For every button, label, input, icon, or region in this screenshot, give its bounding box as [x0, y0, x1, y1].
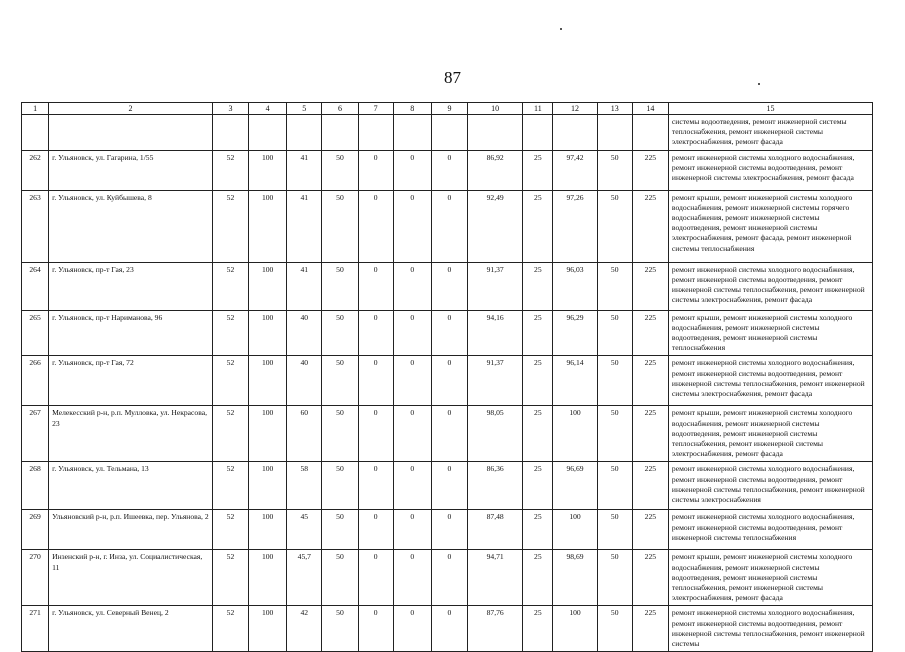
- value-cell-14: 225: [632, 550, 668, 606]
- value-cell-9: 0: [431, 550, 467, 606]
- value-cell-3: 52: [212, 550, 248, 606]
- column-header-14: 14: [632, 103, 668, 115]
- value-cell-14: 225: [632, 150, 668, 190]
- value-cell-7: 0: [358, 510, 393, 550]
- column-header-5: 5: [287, 103, 322, 115]
- value-cell-13: 50: [597, 150, 632, 190]
- value-cell-6: 50: [322, 510, 358, 550]
- value-cell-11: 25: [523, 356, 553, 406]
- value-cell-13: 50: [597, 190, 632, 262]
- column-header-9: 9: [431, 103, 467, 115]
- value-cell-5: 45,7: [287, 550, 322, 606]
- row-number-cell: 267: [22, 406, 49, 462]
- column-header-4: 4: [249, 103, 287, 115]
- value-cell-3: 52: [212, 356, 248, 406]
- table-row: [22, 310, 873, 356]
- column-header-2: 2: [49, 103, 213, 115]
- works-list-cell: ремонт инженерной системы холодного водоснабжения, ремонт инженерной системы водоотведения, ремонт инженерной системы теплоснабжения, ремонт инженерной системы электроснабжения, ремонт фасада: [668, 262, 872, 310]
- row-number-cell: 264: [22, 262, 49, 310]
- value-cell-10: 94,16: [468, 310, 523, 356]
- value-cell-14: 225: [632, 606, 668, 652]
- column-header-7: 7: [358, 103, 393, 115]
- value-cell-10: 86,36: [468, 462, 523, 510]
- value-cell-6: 50: [322, 150, 358, 190]
- value-cell-10: 92,49: [468, 190, 523, 262]
- continuation-row: [22, 115, 873, 151]
- address-cell: г. Ульяновск, ул. Северный Венец, 2: [49, 606, 213, 652]
- value-cell-8: 0: [393, 462, 431, 510]
- value-cell-8: 0: [393, 510, 431, 550]
- value-cell-4: 100: [249, 262, 287, 310]
- value-cell-11: 25: [523, 310, 553, 356]
- value-cell-13: 50: [597, 462, 632, 510]
- column-header-12: 12: [553, 103, 597, 115]
- address-cell: Мелекесский р-н, р.п. Мулловка, ул. Некрасова, 23: [49, 406, 213, 462]
- value-cell-5: 41: [287, 262, 322, 310]
- value-cell-4: 100: [249, 550, 287, 606]
- value-cell-6: 50: [322, 310, 358, 356]
- value-cell-11: 25: [523, 510, 553, 550]
- value-cell-12: 96,69: [553, 462, 597, 510]
- value-cell-6: 50: [322, 606, 358, 652]
- value-cell-9: 0: [431, 310, 467, 356]
- value-cell-7: 0: [358, 406, 393, 462]
- value-cell-4: 100: [249, 606, 287, 652]
- works-list-cell: ремонт инженерной системы холодного водоснабжения, ремонт инженерной системы водоотведения, ремонт инженерной системы теплоснабжения: [668, 510, 872, 550]
- value-cell-14: 225: [632, 406, 668, 462]
- value-cell-10: 87,76: [468, 606, 523, 652]
- value-cell-12: 96,03: [553, 262, 597, 310]
- column-number-header-row: [22, 103, 873, 115]
- value-cell-12: 100: [553, 406, 597, 462]
- value-cell-4: 100: [249, 190, 287, 262]
- capital-repair-table: [21, 102, 873, 652]
- value-cell-13: 50: [597, 310, 632, 356]
- address-cell: г. Ульяновск, пр-т Нариманова, 96: [49, 310, 213, 356]
- works-list-cell: ремонт инженерной системы холодного водоснабжения, ремонт инженерной системы водоотведения, ремонт инженерной системы теплоснабжения, ремонт инженерной системы электроснабжения: [668, 462, 872, 510]
- value-cell-3: 52: [212, 462, 248, 510]
- continuation-works-cell: системы водоотведения, ремонт инженерной системы теплоснабжения, ремонт инженерной системы электроснабжения, ремонт фасада: [668, 115, 872, 151]
- value-cell-13: 50: [597, 406, 632, 462]
- value-cell-12: 97,26: [553, 190, 597, 262]
- value-cell-7: 0: [358, 462, 393, 510]
- value-cell-10: 98,05: [468, 406, 523, 462]
- value-cell-11: 25: [523, 262, 553, 310]
- value-cell-13: 50: [597, 510, 632, 550]
- value-cell-6: 50: [322, 406, 358, 462]
- value-cell-7: 0: [358, 550, 393, 606]
- scan-speck: [560, 28, 562, 30]
- value-cell-8: 0: [393, 310, 431, 356]
- value-cell-14: 225: [632, 310, 668, 356]
- row-number-cell: 266: [22, 356, 49, 406]
- value-cell-13: 50: [597, 356, 632, 406]
- value-cell-10: 94,71: [468, 550, 523, 606]
- address-cell: г. Ульяновск, пр-т Гая, 72: [49, 356, 213, 406]
- address-cell: г. Ульяновск, ул. Тельмана, 13: [49, 462, 213, 510]
- column-header-1: 1: [22, 103, 49, 115]
- value-cell-11: 25: [523, 150, 553, 190]
- value-cell-8: 0: [393, 356, 431, 406]
- value-cell-8: 0: [393, 606, 431, 652]
- scan-speck: [758, 83, 760, 85]
- column-header-15: 15: [668, 103, 872, 115]
- value-cell-7: 0: [358, 310, 393, 356]
- value-cell-12: 97,42: [553, 150, 597, 190]
- value-cell-6: 50: [322, 356, 358, 406]
- table-row: [22, 406, 873, 462]
- value-cell-9: 0: [431, 356, 467, 406]
- value-cell-5: 45: [287, 510, 322, 550]
- table-row: [22, 262, 873, 310]
- value-cell-14: 225: [632, 262, 668, 310]
- address-cell: г. Ульяновск, ул. Куйбышева, 8: [49, 190, 213, 262]
- value-cell-6: 50: [322, 550, 358, 606]
- value-cell-5: 58: [287, 462, 322, 510]
- value-cell-7: 0: [358, 262, 393, 310]
- value-cell-13: 50: [597, 262, 632, 310]
- value-cell-8: 0: [393, 550, 431, 606]
- value-cell-3: 52: [212, 262, 248, 310]
- value-cell-5: 40: [287, 356, 322, 406]
- works-list-cell: ремонт инженерной системы холодного водоснабжения, ремонт инженерной системы водоотведения, ремонт инженерной системы теплоснабжения, ремонт инженерной системы: [668, 606, 872, 652]
- value-cell-9: 0: [431, 462, 467, 510]
- works-list-cell: ремонт крыши, ремонт инженерной системы холодного водоснабжения, ремонт инженерной системы водоотведения, ремонт инженерной системы теплоснабжения, ремонт инженерной системы электроснабжения, ремонт фасада: [668, 550, 872, 606]
- value-cell-3: 52: [212, 510, 248, 550]
- value-cell-7: 0: [358, 190, 393, 262]
- works-list-cell: ремонт инженерной системы холодного водоснабжения, ремонт инженерной системы водоотведения, ремонт инженерной системы электроснабжения, ремонт фасада: [668, 150, 872, 190]
- row-number-cell: 270: [22, 550, 49, 606]
- value-cell-13: 50: [597, 550, 632, 606]
- value-cell-8: 0: [393, 406, 431, 462]
- value-cell-5: 40: [287, 310, 322, 356]
- value-cell-12: 96,14: [553, 356, 597, 406]
- table-row: [22, 550, 873, 606]
- column-header-6: 6: [322, 103, 358, 115]
- value-cell-14: 225: [632, 190, 668, 262]
- table-row: [22, 606, 873, 652]
- value-cell-7: 0: [358, 356, 393, 406]
- value-cell-4: 100: [249, 510, 287, 550]
- value-cell-6: 50: [322, 190, 358, 262]
- value-cell-4: 100: [249, 406, 287, 462]
- value-cell-9: 0: [431, 190, 467, 262]
- value-cell-11: 25: [523, 406, 553, 462]
- value-cell-9: 0: [431, 150, 467, 190]
- address-cell: Ульяновский р-н, р.п. Ишеевка, пер. Ульянова, 2: [49, 510, 213, 550]
- value-cell-5: 41: [287, 150, 322, 190]
- row-number-cell: 269: [22, 510, 49, 550]
- page-number: 87: [444, 68, 461, 87]
- column-header-8: 8: [393, 103, 431, 115]
- value-cell-9: 0: [431, 406, 467, 462]
- value-cell-11: 25: [523, 462, 553, 510]
- column-header-13: 13: [597, 103, 632, 115]
- value-cell-5: 60: [287, 406, 322, 462]
- table-row: [22, 462, 873, 510]
- value-cell-4: 100: [249, 462, 287, 510]
- value-cell-14: 225: [632, 510, 668, 550]
- value-cell-9: 0: [431, 510, 467, 550]
- value-cell-3: 52: [212, 406, 248, 462]
- value-cell-3: 52: [212, 606, 248, 652]
- value-cell-7: 0: [358, 150, 393, 190]
- value-cell-8: 0: [393, 150, 431, 190]
- column-header-10: 10: [468, 103, 523, 115]
- table-row: [22, 510, 873, 550]
- value-cell-8: 0: [393, 262, 431, 310]
- value-cell-14: 225: [632, 356, 668, 406]
- value-cell-11: 25: [523, 606, 553, 652]
- value-cell-11: 25: [523, 190, 553, 262]
- table-row: [22, 356, 873, 406]
- value-cell-8: 0: [393, 190, 431, 262]
- column-header-3: 3: [212, 103, 248, 115]
- value-cell-12: 98,69: [553, 550, 597, 606]
- row-number-cell: 268: [22, 462, 49, 510]
- value-cell-3: 52: [212, 190, 248, 262]
- value-cell-14: 225: [632, 462, 668, 510]
- value-cell-11: 25: [523, 550, 553, 606]
- value-cell-7: 0: [358, 606, 393, 652]
- value-cell-4: 100: [249, 356, 287, 406]
- works-list-cell: ремонт крыши, ремонт инженерной системы холодного водоснабжения, ремонт инженерной системы горячего водоснабжения, ремонт инженерной системы водоотведения, ремонт инженерной системы электроснабжения, ремонт фасада, ремонт инженерной системы теплоснабжения: [668, 190, 872, 262]
- column-header-11: 11: [523, 103, 553, 115]
- address-cell: г. Ульяновск, пр-т Гая, 23: [49, 262, 213, 310]
- value-cell-10: 91,37: [468, 356, 523, 406]
- value-cell-12: 100: [553, 606, 597, 652]
- value-cell-3: 52: [212, 310, 248, 356]
- value-cell-6: 50: [322, 262, 358, 310]
- row-number-cell: 265: [22, 310, 49, 356]
- value-cell-4: 100: [249, 150, 287, 190]
- value-cell-4: 100: [249, 310, 287, 356]
- value-cell-6: 50: [322, 462, 358, 510]
- value-cell-13: 50: [597, 606, 632, 652]
- works-list-cell: ремонт крыши, ремонт инженерной системы холодного водоснабжения, ремонт инженерной системы водоотведения, ремонт инженерной системы теплоснабжения, ремонт инженерной системы электроснабжения, ремонт фасада: [668, 406, 872, 462]
- value-cell-5: 42: [287, 606, 322, 652]
- value-cell-10: 87,48: [468, 510, 523, 550]
- address-cell: Инзенский р-н, г. Инза, ул. Социалистическая, 11: [49, 550, 213, 606]
- value-cell-9: 0: [431, 262, 467, 310]
- value-cell-3: 52: [212, 150, 248, 190]
- value-cell-5: 41: [287, 190, 322, 262]
- row-number-cell: 263: [22, 190, 49, 262]
- address-cell: г. Ульяновск, ул. Гагарина, 1/55: [49, 150, 213, 190]
- row-number-cell: 271: [22, 606, 49, 652]
- value-cell-9: 0: [431, 606, 467, 652]
- value-cell-10: 91,37: [468, 262, 523, 310]
- row-number-cell: 262: [22, 150, 49, 190]
- table-row: [22, 150, 873, 190]
- works-list-cell: ремонт крыши, ремонт инженерной системы холодного водоснабжения, ремонт инженерной системы водоотведения, ремонт инженерной системы теплоснабжения: [668, 310, 872, 356]
- value-cell-10: 86,92: [468, 150, 523, 190]
- table-row: [22, 190, 873, 262]
- works-list-cell: ремонт инженерной системы холодного водоснабжения, ремонт инженерной системы водоотведения, ремонт инженерной системы теплоснабжения, ремонт инженерной системы электроснабжения, ремонт фасада: [668, 356, 872, 406]
- value-cell-12: 96,29: [553, 310, 597, 356]
- value-cell-12: 100: [553, 510, 597, 550]
